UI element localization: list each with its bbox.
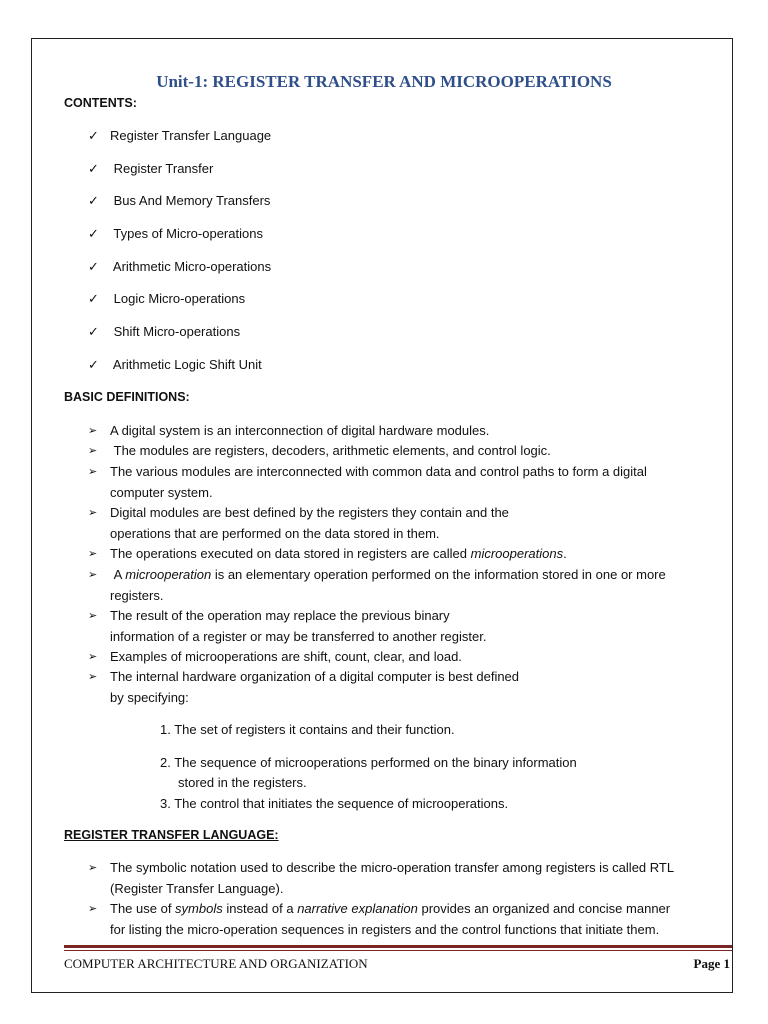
arrow-bullet-icon: ➢ — [88, 569, 98, 581]
arrow-bullet-icon: ➢ — [88, 445, 98, 457]
bullet-item: ➢ The result of the operation may replace the previous binary information of a register or may be transferred to another register. — [88, 608, 487, 644]
arrow-bullet-icon: ➢ — [88, 507, 98, 519]
arrow-bullet-icon: ➢ — [88, 671, 98, 683]
checkmark-icon: ✓ — [88, 226, 99, 241]
contents-item: ✓ Shift Micro-operations — [88, 324, 241, 339]
footer-divider-thin — [64, 950, 732, 951]
contents-item: ✓ Arithmetic Micro-operations — [88, 259, 272, 274]
numbered-item: 2. The sequence of microoperations performed on the binary information stored in the registers. — [160, 755, 577, 790]
bullet-item: ➢ Digital modules are best defined by the registers they contain and the operations that are performed on the data stored in them. — [88, 505, 509, 541]
footer-page-number: Page 1 — [693, 956, 730, 971]
arrow-bullet-icon: ➢ — [88, 651, 98, 663]
bullet-item: ➢ A microoperation is an elementary operation performed on the information stored in one or more registers. — [88, 567, 666, 603]
basic-definitions-heading: BASIC DEFINITIONS: — [64, 390, 190, 404]
contents-heading: CONTENTS: — [64, 96, 137, 110]
numbered-item: 1. The set of registers it contains and their function. — [160, 722, 455, 737]
arrow-bullet-icon: ➢ — [88, 425, 98, 437]
numbered-item: 3. The control that initiates the sequence of microoperations. — [160, 796, 509, 811]
bullet-item: ➢ The internal hardware organization of a digital computer is best defined by specifying: — [88, 669, 520, 705]
arrow-bullet-icon: ➢ — [88, 610, 98, 622]
bullet-item: ➢ The operations executed on data stored in registers are called microoperations. — [88, 544, 738, 565]
bullet-item: ➢ A digital system is an interconnection of digital hardware modules. — [88, 421, 738, 442]
footer-course-title: COMPUTER ARCHITECTURE AND ORGANIZATION — [64, 956, 368, 971]
rtl-heading: REGISTER TRANSFER LANGUAGE: — [64, 828, 279, 842]
contents-item: ✓ Register Transfer Language — [88, 128, 272, 143]
contents-item: ✓ Types of Micro-operations — [88, 226, 263, 241]
contents-item: ✓ Bus And Memory Transfers — [88, 193, 271, 208]
footer-divider — [64, 945, 732, 948]
arrow-bullet-icon: ➢ — [88, 903, 98, 915]
bullet-item: ➢ The use of symbols instead of a narrative explanation provides an organized and concise manner for listing the micro-operation sequences in registers and the control functions that initiate them. — [88, 901, 671, 937]
bullet-item: ➢ The symbolic notation used to describe the micro-operation transfer among registers is called RTL (Register Transfer Language). — [88, 860, 675, 896]
checkmark-icon: ✓ — [88, 259, 99, 274]
checkmark-icon: ✓ — [88, 193, 99, 208]
checkmark-icon: ✓ — [88, 324, 99, 339]
checkmark-icon: ✓ — [88, 357, 99, 372]
arrow-bullet-icon: ➢ — [88, 862, 98, 874]
checkmark-icon: ✓ — [88, 161, 99, 176]
page-title: Unit-1: REGISTER TRANSFER AND MICROOPERATIONS — [156, 72, 612, 91]
arrow-bullet-icon: ➢ — [88, 466, 98, 478]
checkmark-icon: ✓ — [88, 128, 99, 143]
bullet-item: ➢ The various modules are interconnected with common data and control paths to form a digital computer system. — [88, 464, 647, 500]
contents-item: ✓ Arithmetic Logic Shift Unit — [88, 357, 262, 372]
arrow-bullet-icon: ➢ — [88, 548, 98, 560]
contents-item: ✓ Logic Micro-operations — [88, 291, 246, 306]
checkmark-icon: ✓ — [88, 291, 99, 306]
bullet-item: ➢ Examples of microoperations are shift, count, clear, and load. — [88, 647, 738, 668]
contents-item: ✓ Register Transfer — [88, 161, 214, 176]
bullet-item: ➢ The modules are registers, decoders, arithmetic elements, and control logic. — [88, 441, 738, 462]
